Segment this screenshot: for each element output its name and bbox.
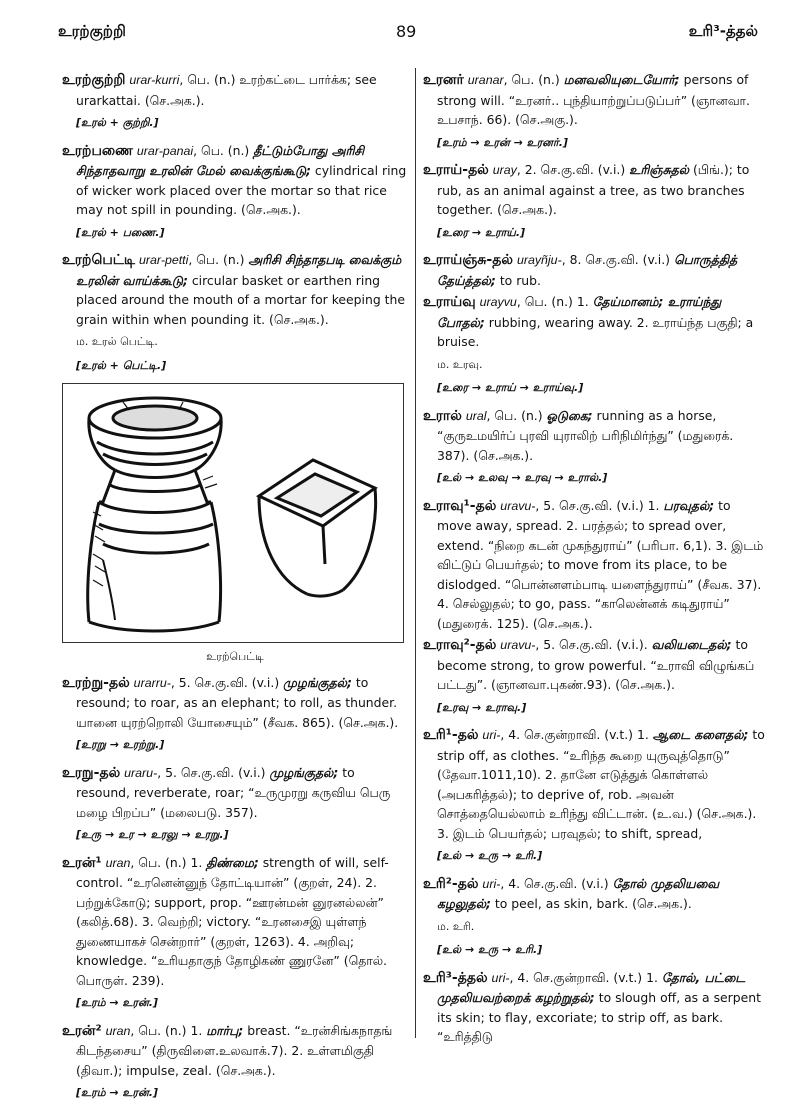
- entry-tamil-meaning: தீட்டும்போது அரிசி சிந்தாதவாறு உரலின் மேல் வைக்குங்கூடு;: [76, 142, 365, 178]
- etymology-note: [உரல் + குற்றி.]: [76, 116, 159, 129]
- entry-headword: உராய்வு: [423, 294, 476, 310]
- entry-headword: உரனர்: [423, 72, 464, 88]
- entry-transliteration: uranar: [467, 73, 504, 87]
- entry-transliteration: urarru-: [133, 675, 171, 690]
- entry-transliteration: urayñju-: [516, 253, 562, 267]
- etymology-note: [உரறு → உரற்று.]: [76, 738, 165, 751]
- entry-headword: உராய்ஞ்சு-தல்: [423, 252, 513, 268]
- entry-headword: உராவு²-தல்: [423, 637, 497, 653]
- illustration-caption: உரற்பெட்டி: [206, 650, 264, 663]
- etymology-note: [உரவு → உராவு.]: [437, 700, 527, 714]
- dictionary-entry: [423, 70, 767, 130]
- entry-tamil-meaning: முழங்குதல்;: [269, 764, 339, 780]
- entry-grammar: , 4. செ.குன்றாவி. (v.t.) 1.: [509, 969, 662, 985]
- entry-grammar: , 5. செ.கு.வி. (v.i.) 1.: [535, 497, 664, 513]
- entry-transliteration: uran: [105, 855, 131, 870]
- entry-transliteration: urar-kurri: [129, 73, 180, 87]
- entry-headword: உரி³-த்தல்: [423, 969, 488, 986]
- entry-grammar: , பெ. (n.): [193, 142, 254, 158]
- entry-definition: breast. “உரன்சிங்கநாதங் கிடந்தசைய” (திருவிளை.உலவாக்.7). 2. உள்ளமிகுதி (திவா.); impulse, zeal. (செ.அக.).: [76, 1022, 393, 1078]
- entry-transliteration: urar-panai: [136, 143, 194, 158]
- entry-grammar: , பெ. (n.) 1.: [130, 854, 207, 870]
- header-guide-word-right: உரி³-த்தல்: [688, 22, 758, 40]
- dictionary-entry: [423, 160, 767, 220]
- dictionary-entry: [62, 70, 408, 110]
- entry-definition: rubbing, wearing away. 2. உராய்ந்த பகுதி; a bruise.: [437, 314, 754, 349]
- etymology-note: [உரை → உராய்.]: [437, 225, 526, 239]
- header-guide-word-left: உரற்குற்றி: [58, 22, 126, 40]
- etymology-note: [உரல் + பணை.]: [76, 225, 165, 239]
- entry-grammar: , 5. செ.கு.வி. (v.i.): [170, 674, 284, 690]
- entry-definition: உரற்கட்டை பார்க்க; see urarkattai. (செ.அக.).: [76, 72, 377, 108]
- entry-tamil-meaning: பொருத்தித் தேய்த்தல்;: [437, 252, 738, 288]
- entry-definition: strength of will, self-control. “உரனென்னுந் தோட்டியான்” (குறள், 24). 2. பற்றுக்கோடு; support, prop. “ஊரன்மன் னுரனல்லன்” (கலித்.68). 3. வெற்றி; victory. “உரனசைஇ யுள்ளந் துணையாகச் சென்றார்” (குறள், 1263). 4. அறிவு; knowledge. “உரியதாகுந் தோழிகண் ணுரனே” (தொல். பொருள். 239).: [76, 854, 389, 988]
- malayalam-cognate: ம. உரல் பெட்டி.: [76, 335, 158, 348]
- dictionary-entry: [423, 406, 767, 466]
- entry-tamil-meaning: வலியடைதல்;: [651, 637, 732, 652]
- entry-transliteration: uravu-: [500, 498, 536, 513]
- entry-grammar: , 2. செ.கு.வி. (v.i.): [516, 162, 630, 177]
- dictionary-entry: [423, 496, 767, 634]
- entry-transliteration: urayvu: [479, 295, 517, 309]
- entry-definition: persons of strong will. “உரனர்.. புந்தியாற்றுப்படுப்பர்” (ஞானவா. உபசாந். 66). (செ.அகு.).: [437, 72, 750, 127]
- entry-headword: உரால்: [423, 407, 462, 424]
- entry-headword: உரற்று-தல்: [62, 674, 130, 691]
- illustration-frame: [62, 383, 404, 643]
- etymology-note: [உல் → உலவு → உரவு → உரால்.]: [437, 471, 608, 484]
- page-number: 89: [396, 22, 417, 41]
- dictionary-entry: [423, 292, 767, 352]
- entry-tamil-meaning: மனவலியுடையோர்;: [563, 72, 680, 87]
- page-header: [58, 12, 758, 42]
- entry-tamil-meaning: பரவுதல்;: [663, 497, 715, 513]
- entry-transliteration: uray: [492, 163, 517, 177]
- malayalam-cognate: ம. உரி.: [437, 919, 475, 933]
- entry-grammar: , பெ. (n.) 1.: [516, 294, 593, 309]
- entry-grammar: , பெ. (n.) 1.: [130, 1022, 207, 1038]
- entry-definition: running as a horse, “குருஉமயிர்ப் புரவி யுராலிற் பரிநிமிர்ந்து” (மதுரைக். 387). (செ.அக.).: [437, 407, 734, 463]
- entry-definition: to rub.: [495, 272, 541, 288]
- etymology-note: [உரு → உர → உரலு → உரறு.]: [76, 828, 229, 841]
- entry-headword: உராய்-தல்: [423, 162, 489, 178]
- entry-definition: to strip off, as clothes. “உரிந்த கூறை யுருவுத்தொடு” (தேவா.1011,10). 2. தானே எடுத்துக் கொள்ளல் (அபகரித்தல்); to deprive of, rob. அவன் சொத்தையெல்லாம் உரிந்து விட்டான். (உ.வ.) (செ.அக.). 3. இடம் பெயர்தல்; பரவுதல்; to shift, spread,: [437, 727, 765, 841]
- entry-tamil-meaning: மார்பு;: [206, 1022, 244, 1038]
- mortar-ring-illustration: [63, 384, 403, 642]
- etymology-note: [உல் → உரு → உரி.]: [437, 943, 543, 956]
- entry-tamil-meaning: தோல் முதலியவை கழலுதல்;: [437, 875, 720, 911]
- entry-headword: உராவு¹-தல்: [423, 497, 497, 514]
- entry-tamil-meaning: முழங்குதல்;: [283, 674, 352, 690]
- entry-definition: (பிங்.); to rub, as an animal against a tree, as two branches together. (செ.அக.).: [437, 162, 750, 217]
- dictionary-entry: [423, 250, 767, 290]
- entry-definition: to resound; to roar, as an elephant; to roll, as thunder. யானை யுரற்றொலி யோசையும்” (சீவக. 865). (செ.அக.).: [76, 674, 399, 730]
- malayalam-cognate: ம. உரவு.: [437, 357, 483, 371]
- entry-headword: உரன்¹: [62, 854, 102, 871]
- entry-grammar: , பெ. (n.): [486, 407, 547, 423]
- entry-tamil-meaning: ஆடை களைதல்;: [652, 727, 749, 742]
- entry-tamil-meaning: அரிசி சிந்தாதபடி வைக்கும் உரலின் வாய்க்கூடு;: [76, 252, 402, 288]
- entry-transliteration: uri-: [482, 876, 501, 891]
- entry-definition: to move away, spread. 2. பரத்தல்; to spread over, extend. “நிறை கடன் முகந்துராய்” (பரிபா. 6,1). 3. இடம் விட்டுப் பெயர்தல்; to move from its place, to be dislodged. “பொன்னளம்பாடி யளைந்துராய்” (சீவக. 37). 4. செல்லுதல்; to go, pass. “காலென்னக் கடிதுராய்” (மதுரைக். 125). (செ.அக.).: [437, 497, 764, 631]
- entry-grammar: , 5. செ.கு.வி. (v.i.): [157, 764, 270, 780]
- dictionary-entry: [62, 250, 408, 329]
- dictionary-entry: [62, 763, 408, 823]
- etymology-note: [உரம் → உரன்.]: [76, 996, 158, 1009]
- entry-headword: உரறு-தல்: [62, 764, 121, 781]
- entry-tamil-meaning: உரிஞ்சுதல்: [629, 162, 690, 177]
- etymology-note: [உரம் → உரன் → உரனர்.]: [437, 135, 568, 149]
- entry-definition: cylindrical ring of wicker work placed over the mortar so that rice may not spill in pounding. (செ.அக.).: [76, 163, 407, 217]
- entry-tamil-meaning: தேய்மானம்; உராய்ந்து போதல்;: [437, 294, 722, 330]
- entry-headword: உரற்குற்றி: [62, 72, 126, 88]
- entry-grammar: , 5. செ.கு.வி. (v.i.).: [535, 637, 652, 652]
- entry-headword: உரற்பணை: [62, 142, 133, 159]
- dictionary-entry: [62, 1021, 408, 1081]
- entry-headword: உரி¹-தல்: [423, 727, 479, 743]
- etymology-note: [உரை → உராய் → உராய்வு.]: [437, 381, 584, 394]
- entry-tamil-meaning: திண்மை;: [206, 854, 259, 870]
- dictionary-entry: [62, 141, 408, 220]
- dictionary-entry: [423, 968, 767, 1047]
- entry-transliteration: urar-petti: [139, 253, 189, 267]
- entry-tamil-meaning: ஓடுகை;: [546, 407, 593, 423]
- entry-transliteration: uraru-: [124, 765, 158, 780]
- entry-transliteration: ural: [465, 408, 487, 423]
- left-column: [62, 70, 408, 1111]
- etymology-note: [உரல் + பெட்டி.]: [76, 358, 167, 372]
- entry-transliteration: uran: [105, 1023, 131, 1038]
- entry-grammar: , பெ. (n.): [188, 252, 249, 267]
- entry-grammar: , 4. செ.கு.வி. (v.i.): [500, 875, 613, 891]
- entry-definition: circular basket or earthen ring placed around the mouth of a mortar for keeping the grain within when pounding it. (செ.அக.).: [76, 272, 405, 327]
- entry-headword: உரன்²: [62, 1022, 102, 1039]
- dictionary-entry: [62, 673, 408, 733]
- entry-grammar: , 4. செ.குன்றாவி. (v.t.) 1.: [500, 727, 653, 742]
- column-divider: [415, 68, 416, 1038]
- dictionary-entry: [62, 853, 408, 991]
- etymology-note: [உல் → உரு → உரி.]: [437, 849, 543, 862]
- entry-transliteration: uri-: [491, 970, 510, 985]
- dictionary-entry: [423, 725, 767, 843]
- dictionary-entry: [423, 874, 767, 914]
- entry-grammar: , 8. செ.கு.வி. (v.i.): [561, 252, 674, 267]
- entry-tamil-meaning: தோல், பட்டை முதலியவற்றைக் கழற்றுதல்;: [437, 969, 746, 1005]
- etymology-note: [உரம் → உரன்.]: [76, 1086, 158, 1099]
- dictionary-entry: [423, 635, 767, 695]
- entry-headword: உரற்பெட்டி: [62, 252, 136, 268]
- right-column: [423, 70, 767, 1049]
- entry-definition: to resound, reverberate, roar; “உருமுரறு கருவிய பெரு மழை பிறப்ப” (மலைபடு. 357).: [76, 764, 391, 820]
- entry-definition: to peel, as skin, bark. (செ.அக.).: [490, 896, 692, 911]
- entry-transliteration: uri-: [482, 728, 501, 742]
- entry-definition: to become strong, to grow powerful. “உராவி விழுங்கப் பட்டது”. (ஞானவா.புகண்.93). (செ.அக.).: [437, 637, 755, 692]
- entry-grammar: , பெ. (n.): [503, 72, 564, 87]
- entry-headword: உரி²-தல்: [423, 875, 479, 892]
- entry-transliteration: uravu-: [500, 638, 536, 652]
- entry-definition: to slough off, as a serpent its skin; to flay, excoriate; to strip off, as bark. “உரித்திடு: [437, 990, 761, 1044]
- entry-grammar: , பெ. (n.): [179, 72, 240, 87]
